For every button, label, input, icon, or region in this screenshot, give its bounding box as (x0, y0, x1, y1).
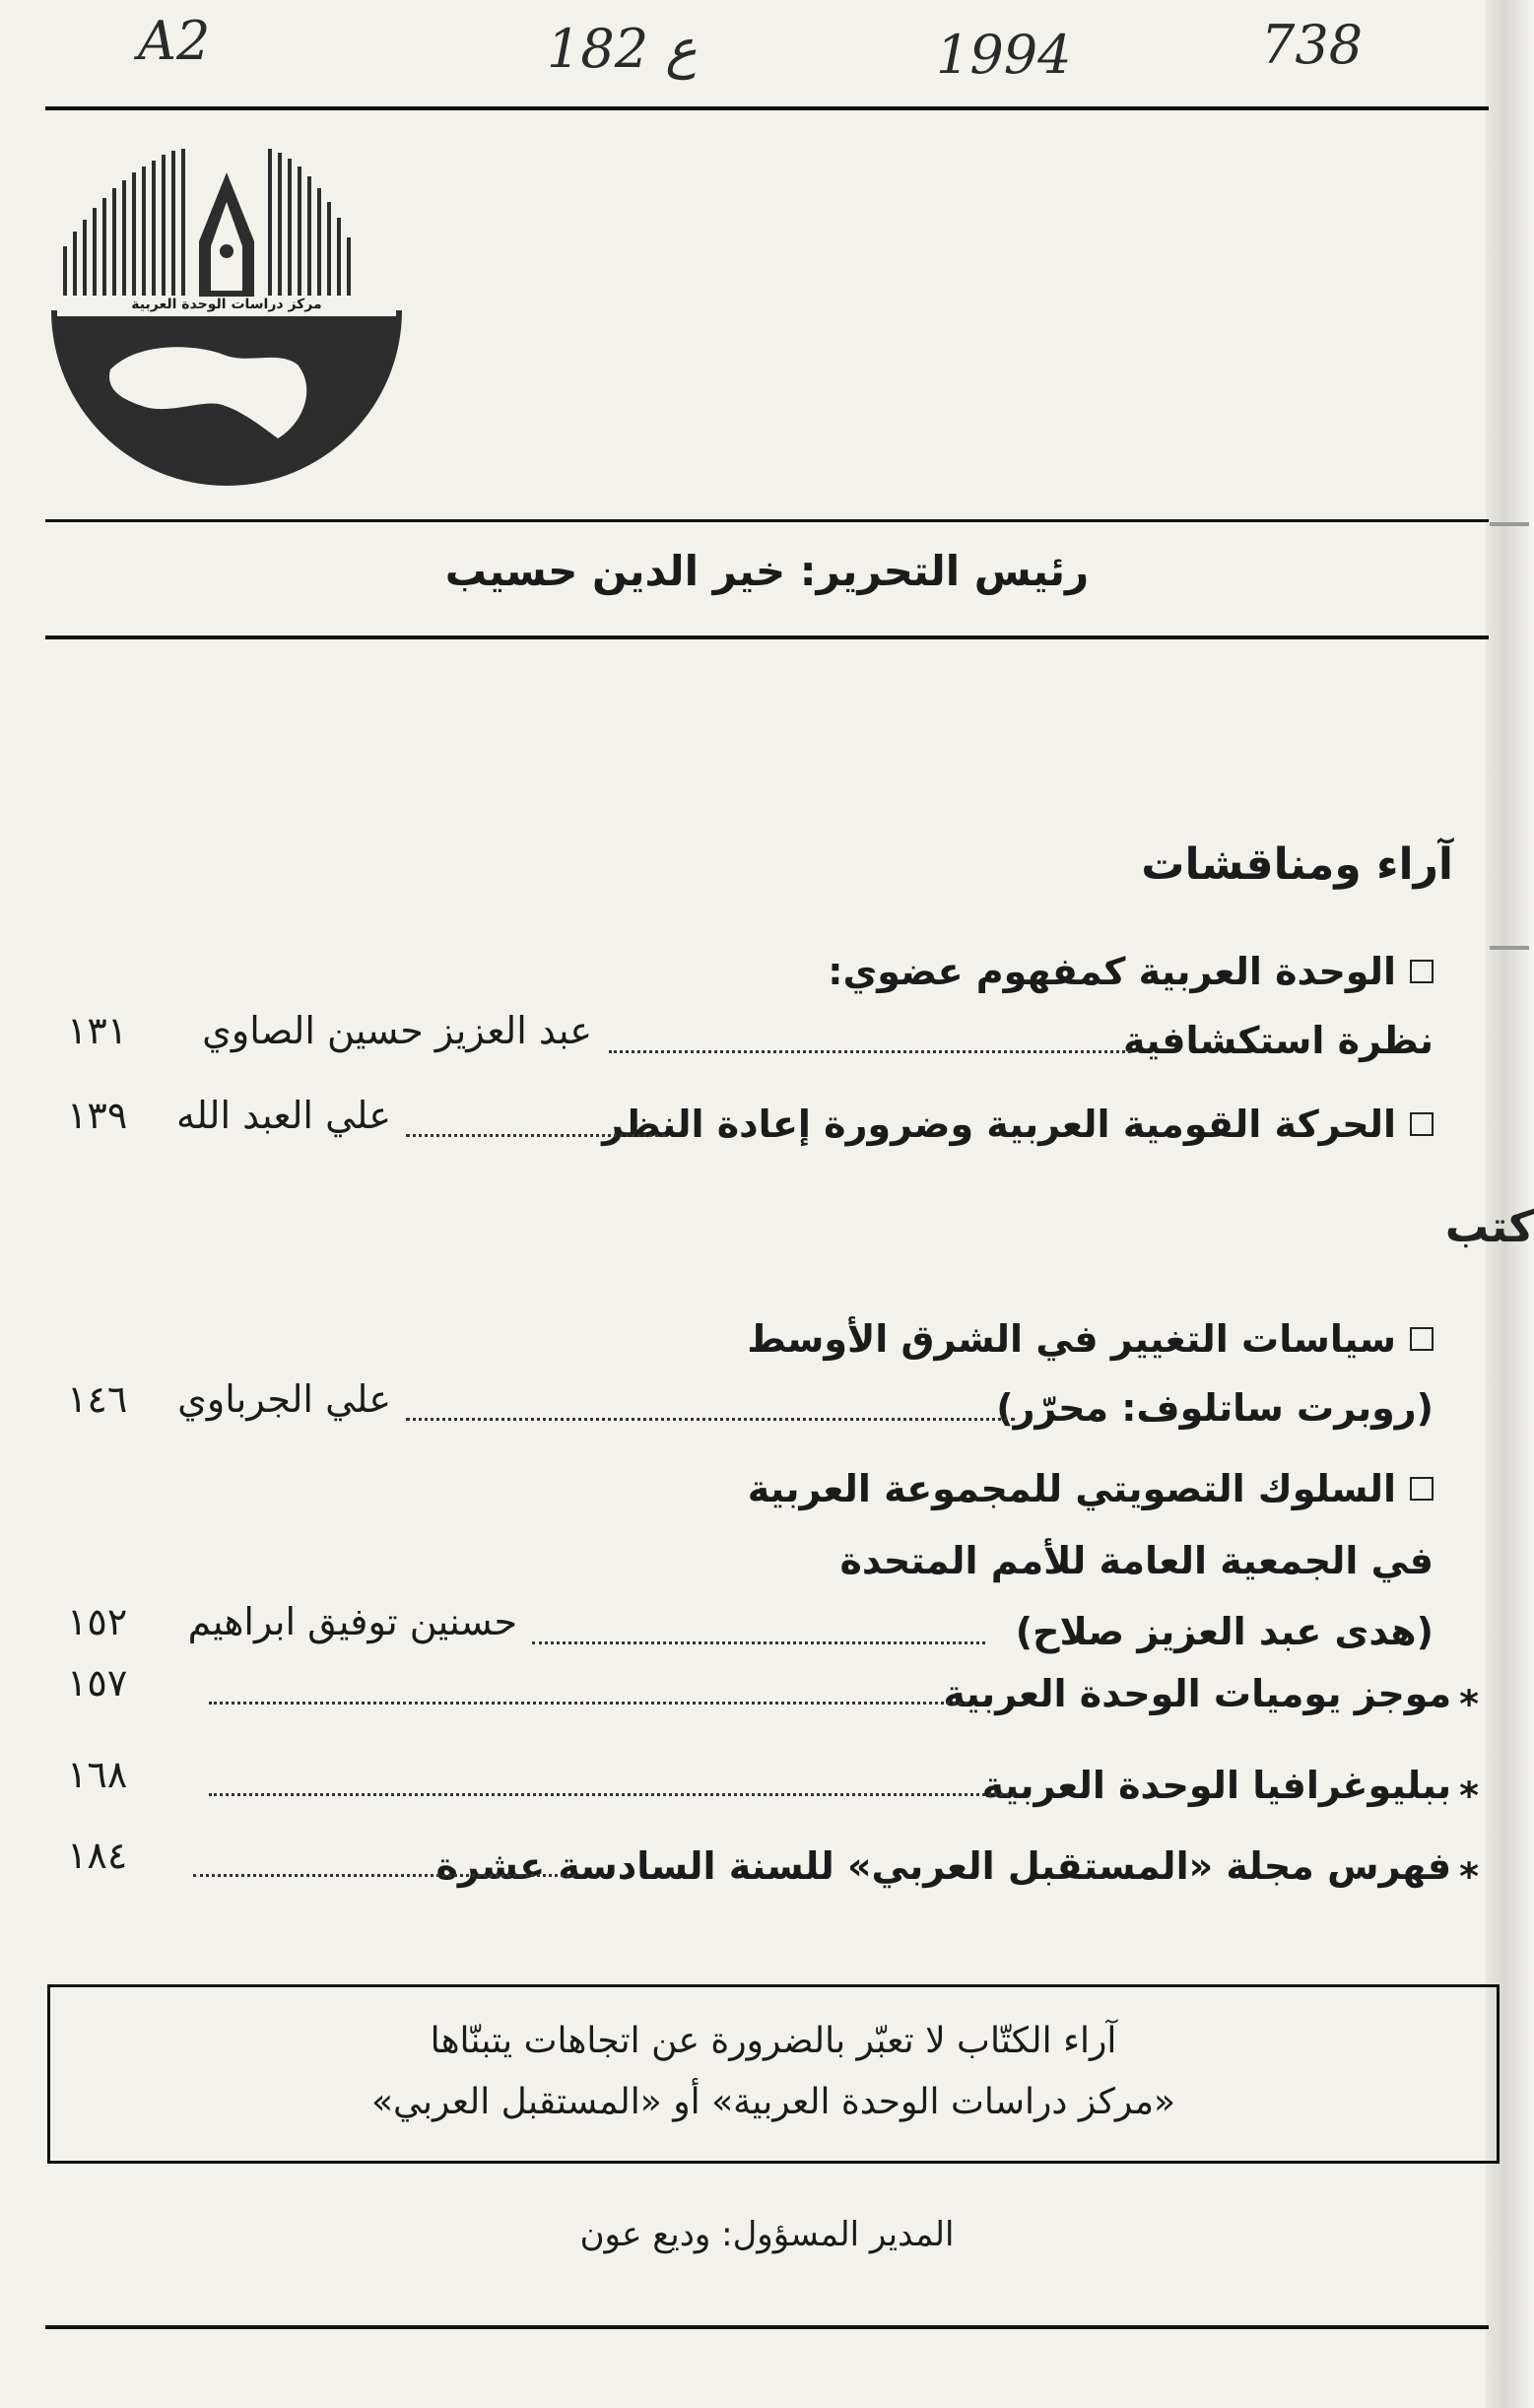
toc-entry-title: الحركة القومية العربية وضرورة إعادة النظر (602, 1091, 1434, 1146)
box-bullet-icon (1410, 960, 1434, 983)
bottom-rule (45, 2325, 1489, 2329)
toc-entry-subtitle: نظرة استكشافية (1123, 1019, 1434, 1062)
star-bullet-icon: ⁎ (1459, 1764, 1479, 1807)
section-heading-books: كتب (1444, 1202, 1534, 1252)
dot-leader (209, 1702, 967, 1705)
toc-author: علي العبد الله (175, 1094, 391, 1137)
toc-page-number: ١٥٧ (67, 1661, 128, 1705)
handwritten-year: 1994 (936, 24, 1072, 86)
top-rule (45, 106, 1489, 110)
handwritten-code: A2 (138, 10, 211, 72)
toc-page-number: ١٣٩ (67, 1094, 128, 1137)
toc-entry-title: ⁎ ببليوغرافيا الوحدة العربية (981, 1764, 1479, 1807)
edge-mark (1490, 946, 1529, 950)
section-heading-opinions: آراء ومناقشات (1141, 839, 1453, 890)
handwritten-issue: 182 ع (547, 18, 698, 80)
managing-director: المدير المسؤول: وديع عون (579, 2215, 955, 2254)
box-bullet-icon (1410, 1112, 1434, 1136)
handwritten-number: 738 (1261, 14, 1364, 76)
dot-leader (406, 1134, 666, 1137)
toc-author: عبد العزيز حسين الصاوي (202, 1009, 592, 1052)
dot-leader (532, 1641, 985, 1644)
dot-leader (609, 1050, 1131, 1053)
toc-entry-title: ⁎ موجز يوميات الوحدة العربية (943, 1672, 1479, 1715)
star-bullet-icon: ⁎ (1459, 1844, 1479, 1888)
toc-entry-title: الوحدة العربية كمفهوم عضوي: (828, 938, 1434, 993)
toc-entry-title: السلوك التصويتي للمجموعة العربية (748, 1455, 1434, 1510)
toc-entry-subtitle: (هدى عبد العزيز صلاح) (1015, 1610, 1434, 1653)
toc-page-number: ١٦٨ (67, 1753, 128, 1796)
toc-page-number: ١٨٤ (67, 1834, 128, 1877)
rule (45, 519, 1489, 522)
edge-mark (1490, 522, 1529, 526)
disclaimer-box (47, 1984, 1500, 2164)
rule (45, 635, 1489, 639)
logo-label: مركز دراسات الوحدة العربية (131, 297, 322, 312)
toc-entry-title: ⁎ فهرس مجلة «المستقبل العربي» للسنة السادسة عشرة (435, 1844, 1479, 1888)
dot-leader (193, 1874, 575, 1877)
disclaimer-line: «مركز دراسات الوحدة العربية» أو «المستقبل العربي» (370, 2082, 1176, 2122)
toc-author: علي الجرباوي (177, 1377, 391, 1421)
disclaimer-line: آراء الكتّاب لا تعبّر بالضرورة عن اتجاهات يتبنّاها (430, 2021, 1117, 2061)
toc-entry-subtitle: (روبرت ساتلوف: محرّر) (996, 1386, 1434, 1430)
toc-entry-title-line2: في الجمعية العامة للأمم المتحدة (839, 1539, 1434, 1582)
box-bullet-icon (1410, 1327, 1434, 1351)
dot-leader (209, 1793, 1015, 1796)
dot-leader (406, 1418, 1015, 1421)
toc-page-number: ١٣١ (67, 1009, 128, 1052)
editor-in-chief: رئيس التحرير: خير الدين حسيب (444, 547, 1090, 595)
toc-page-number: ١٥٢ (67, 1600, 128, 1643)
toc-entry-title: سياسات التغيير في الشرق الأوسط (747, 1305, 1434, 1361)
center-logo (51, 143, 402, 494)
box-bullet-icon (1410, 1477, 1434, 1501)
star-bullet-icon: ⁎ (1459, 1672, 1479, 1715)
toc-page-number: ١٤٦ (67, 1377, 128, 1421)
toc-author: حسنين توفيق ابراهيم (187, 1600, 517, 1643)
